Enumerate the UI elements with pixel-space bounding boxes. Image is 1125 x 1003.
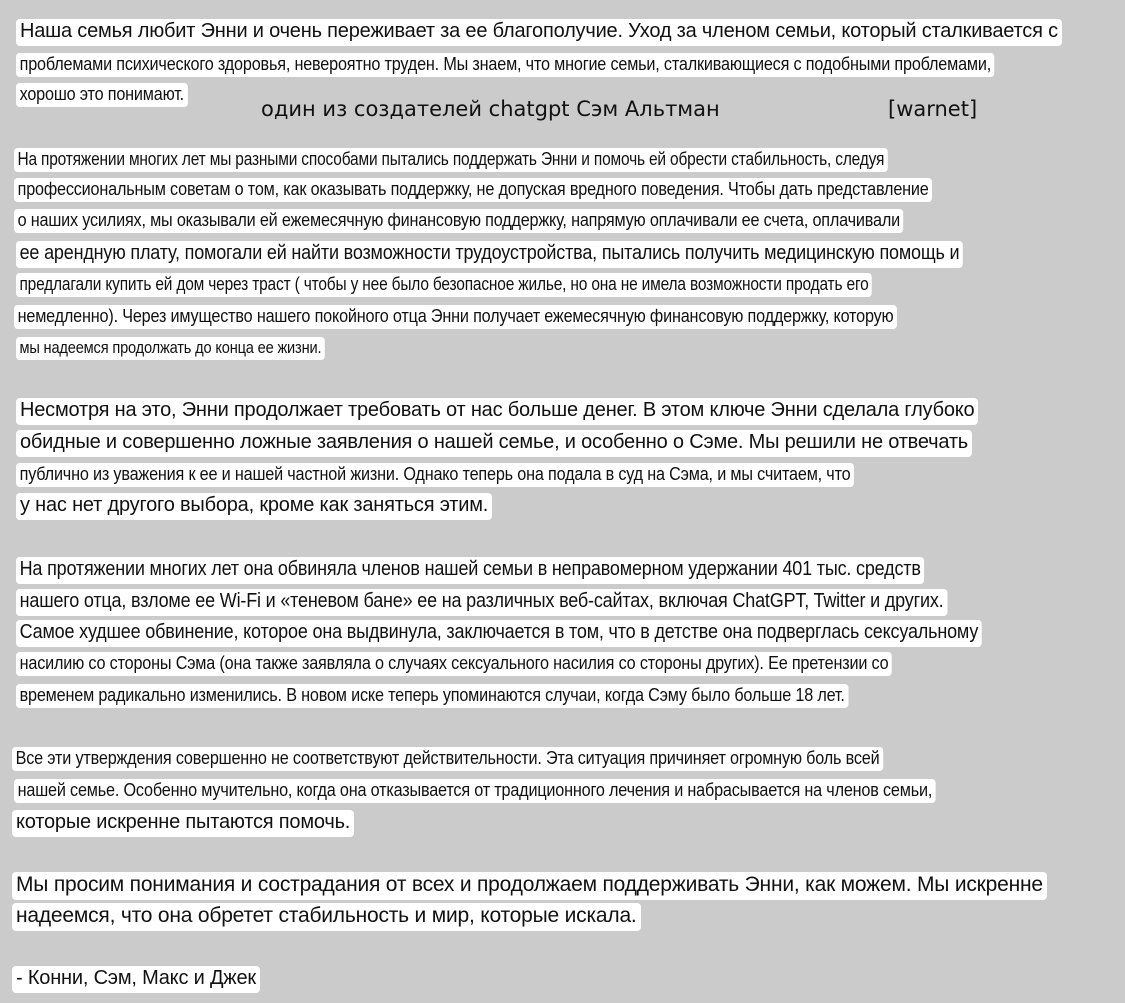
p4-line3: Самое худшее обвинение, которое она выдвинула, заключается в том, что в детстве она подверглась сексуальному <box>16 620 982 647</box>
p3-line4: у нас нет другого выбора, кроме как заняться этим. <box>16 493 492 520</box>
p2-line1: На протяжении многих лет мы разными способами пытались поддержать Энни и помочь ей обрести стабильность, следуя <box>14 148 888 172</box>
p5-line1: Все эти утверждения совершенно не соответствуют действительности. Эта ситуация причиняет огромную боль всей <box>12 747 883 771</box>
p5-line3: которые искренне пытаются помочь. <box>12 810 354 837</box>
p4-line4: насилию со стороны Сэма (она также заявляла о случаях сексуального насилия со стороны других). Ее претензии со <box>16 652 892 676</box>
image-caption-title: один из создателей chatgpt Сэм Альтман <box>261 97 720 121</box>
p2-line5: предлагали купить ей дом через траст ( чтобы у нее было безопасное жилье, но она не имела возможности продать его <box>16 273 872 297</box>
p3-line2: обидные и совершенно ложные заявления о нашей семье, и особенно о Сэме. Мы решили не отвечать <box>16 430 972 457</box>
p2-line2: профессиональным советам о том, как оказывать поддержку, не допуская вредного поведения. Чтобы дать представление <box>14 178 932 202</box>
p5-line2: нашей семье. Особенно мучительно, когда она отказывается от традиционного лечения и набрасывается на членов семьи, <box>14 779 936 803</box>
p4-line1: На протяжении многих лет она обвиняла членов нашей семьи в неправомерном удержании 401 тыс. средств <box>16 557 924 584</box>
p2-line3: о наших усилиях, мы оказывали ей ежемесячную финансовую поддержку, напрямую оплачивали ее счета, оплачивали <box>14 209 904 233</box>
signature: - Конни, Сэм, Макс и Джек <box>12 966 260 993</box>
p6-line1: Мы просим понимания и сострадания от всех и продолжаем поддерживать Энни, как можем. Мы искренне <box>12 872 1047 900</box>
p4-line2: нашего отца, взломе ее Wi-Fi и «теневом бане» ее на различных веб-сайтах, включая ChatGPT, Twitter и других. <box>16 589 947 616</box>
p1-line1: Наша семья любит Энни и очень переживает за ее благополучие. Уход за членом семьи, который сталкивается с <box>16 19 1062 46</box>
p3-line1: Несмотря на это, Энни продолжает требовать от нас больше денег. В этом ключе Энни сделала глубоко <box>16 398 978 425</box>
p1-line3: хорошо это понимают. <box>16 83 188 107</box>
p2-line4: ее арендную плату, помогали ей найти возможности трудоустройства, пытались получить медицинскую помощь и <box>16 241 963 268</box>
p4-line5: временем радикально изменились. В новом иске теперь упоминаются случаи, когда Сэму было больше 18 лет. <box>16 684 848 708</box>
p2-line7: мы надеемся продолжать до конца ее жизни. <box>16 337 325 360</box>
p6-line2: надеемся, что она обретет стабильность и мир, которые искала. <box>12 903 641 931</box>
p3-line3: публично из уважения к ее и нашей частной жизни. Однако теперь она подала в суд на Сэма, и мы считаем, что <box>16 463 854 487</box>
p1-line2: проблемами психического здоровья, невероятно труден. Мы знаем, что многие семьи, сталкивающиеся с подобными проблемами, <box>16 53 995 77</box>
image-caption-source: [warnet] <box>888 97 978 121</box>
p2-line6: немедленно). Через имущество нашего покойного отца Энни получает ежемесячную финансовую поддержку, которую <box>14 305 897 329</box>
